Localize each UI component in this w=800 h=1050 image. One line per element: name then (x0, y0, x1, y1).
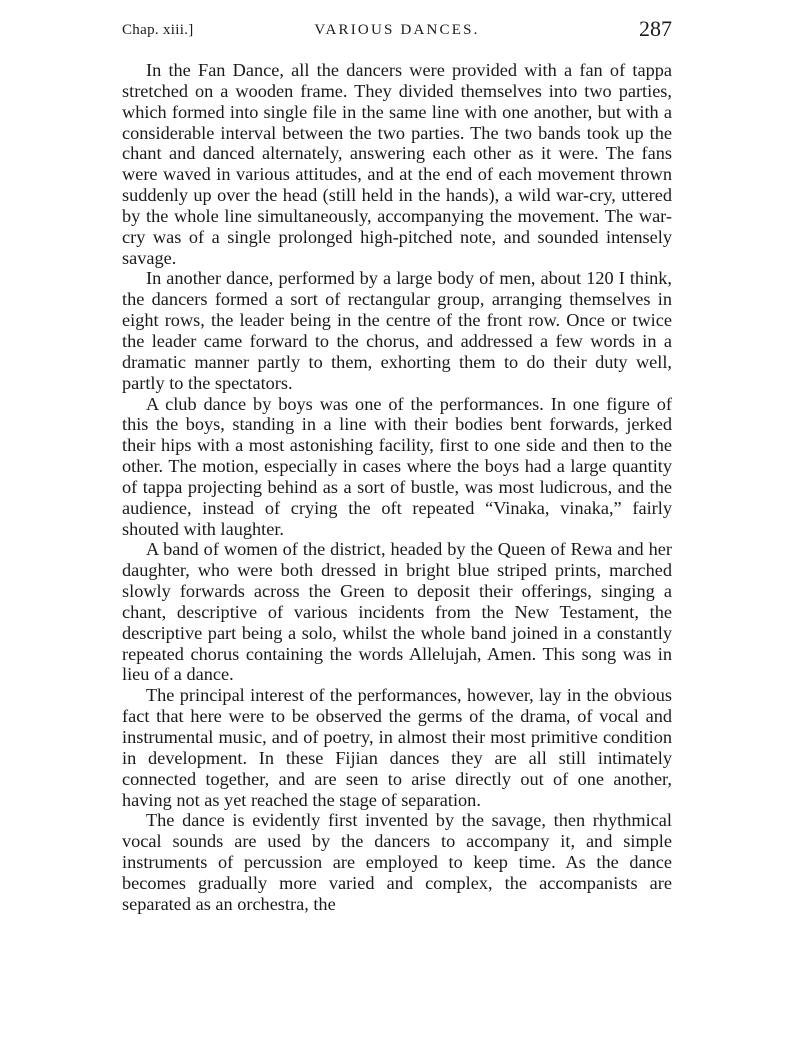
paragraph-dance-origins: The dance is evidently first invented by the savage, then rhythmical vocal sounds are used by the dancers to accompany it, and simple instruments of percussion are employed to keep time. As the dance becomes gradually more varied and complex, the accompanists are separated as an orchestra, the (122, 810, 672, 914)
paragraph-mens-dance: In another dance, performed by a large body of men, about 120 I think, the dancers formed a sort of rectangular group, arranging themselves in eight rows, the leader being in the centre of the front row. Once or twice the leader came forward to the chorus, and addressed a few words in a dramatic manner partly to them, exhorting them to do their duty well, partly to the spectators. (122, 268, 672, 393)
paragraph-club-dance: A club dance by boys was one of the performances. In one figure of this the boys, standing in a line with their bodies bent forwards, jerked their hips with a most astonishing facility, first to one side and then to the other. The motion, especially in cases where the boys had a large quantity of tappa projecting behind as a sort of bustle, was most ludicrous, and the audience, instead of crying the oft repeated “Vinaka, vinaka,” fairly shouted with laughter. (122, 393, 672, 539)
paragraph-principal-interest: The principal interest of the performances, however, lay in the obvious fact that here were to be observed the germs of the drama, of vocal and instrumental music, and of poetry, in almost their most primitive condition in development. In these Fijian dances they are all still intimately connected together, and are seen to arise directly out of one another, having not as yet reached the stage of separation. (122, 685, 672, 810)
running-header (122, 16, 672, 46)
paragraph-womens-band: A band of women of the district, headed by the Queen of Rewa and her daughter, who were both dressed in bright blue striped prints, marched slowly forwards across the Green to deposit their offerings, singing a chant, descriptive of various incidents from the New Testament, the descriptive part being a solo, whilst the whole band joined in a constantly repeated chorus containing the words Allelujah, Amen. This song was in lieu of a dance. (122, 539, 672, 685)
chapter-reference: Chap. xiii.] (122, 22, 194, 38)
body-text (122, 60, 672, 915)
page-number: 287 (639, 16, 672, 41)
running-title: VARIOUS DANCES. (314, 22, 480, 38)
paragraph-fan-dance: In the Fan Dance, all the dancers were provided with a fan of tappa stretched on a wooden frame. They divided themselves into two parties, which formed into single file in the same line with one another, but with a considerable interval between the two parties. The two bands took up the chant and danced alternately, answering each other as it were. The fans were waved in various attitudes, and at the end of each movement thrown suddenly up over the head (still held in the hands), a wild war-cry, uttered by the whole line simultaneously, accompanying the movement. The war-cry was of a single prolonged high-pitched note, and sounded intensely savage. (122, 60, 672, 268)
